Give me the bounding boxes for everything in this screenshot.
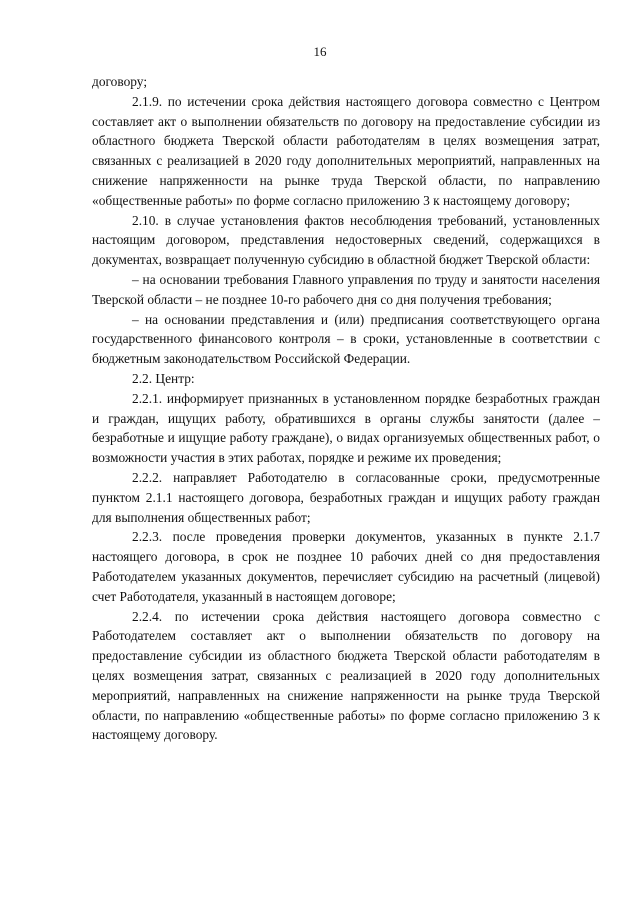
paragraph-2-2-3: 2.2.3. после проведения проверки документов, указанных в пункте 2.1.7 настоящего договора, в срок не позднее 10 рабочих дней со дня предоставления Работодателем указанных документов, перечисляет субсидию на расчетный (лицевой) счет Работодателя, указанный в настоящем договоре; bbox=[92, 529, 600, 604]
paragraph-2-10: 2.10. в случае установления фактов несоблюдения требований, установленных настоящим договором, представления недостоверных сведений, содержащихся в документах, возвращает полученную субсидию в областной бюджет Тверской области: bbox=[92, 212, 600, 268]
paragraph-2-2-1: 2.2.1. информирует признанных в установленном порядке безработных граждан и граждан, ищущих работу, обратившихся в органы службы занятости (далее – безработные и ищущие работу граждане), о видах организуемых общественных работ, о возможности участия в этих работах, порядке и режиме их проведения; bbox=[92, 390, 600, 466]
paragraph-dash-requirement: – на основании требования Главного управления по труду и занятости населения Тверской области – не позднее 10-го рабочего дня со дня получения требования; bbox=[92, 271, 600, 307]
paragraph-2-1-9: 2.1.9. по истечении срока действия настоящего договора совместно с Центром составляет акт о выполнении обязательств по договору на предоставление субсидии из областного бюджета Тверской области работодателям в целях возмещения затрат, связанных с реализацией в 2020 году дополнительных мероприятий, направленных на снижение напряженности на рынке труда Тверской области, по направлению «общественные работы» по форме согласно приложению 3 к настоящему договору; bbox=[92, 93, 600, 208]
paragraph-2-2-4: 2.2.4. по истечении срока действия настоящего договора совместно с Работодателем составляет акт о выполнении обязательств по договору на предоставление субсидии из областного бюджета Тверской области работодателям в целях возмещения затрат, связанных с реализацией в 2020 году дополнительных мероприятий, направленных на снижение напряженности на рынке труда Тверской области, по направлению «общественные работы» по форме согласно приложению 3 к настоящему договору. bbox=[92, 608, 600, 743]
paragraph-dash-control: – на основании представления и (или) предписания соответствующего органа государственного финансового контроля – в сроки, установленные в соответствии с бюджетным законодательством Российской Федерации. bbox=[92, 311, 600, 367]
page-number: 16 bbox=[313, 44, 327, 59]
document-body bbox=[92, 72, 600, 745]
paragraph-2-2: 2.2. Центр: bbox=[132, 370, 195, 386]
paragraph-2-2-2: 2.2.2. направляет Работодателю в согласованные сроки, предусмотренные пунктом 2.1.1 настоящего договора, безработных граждан и ищущих работу граждан для выполнения общественных работ; bbox=[92, 469, 600, 525]
paragraph-continuation: договору; bbox=[92, 74, 148, 89]
